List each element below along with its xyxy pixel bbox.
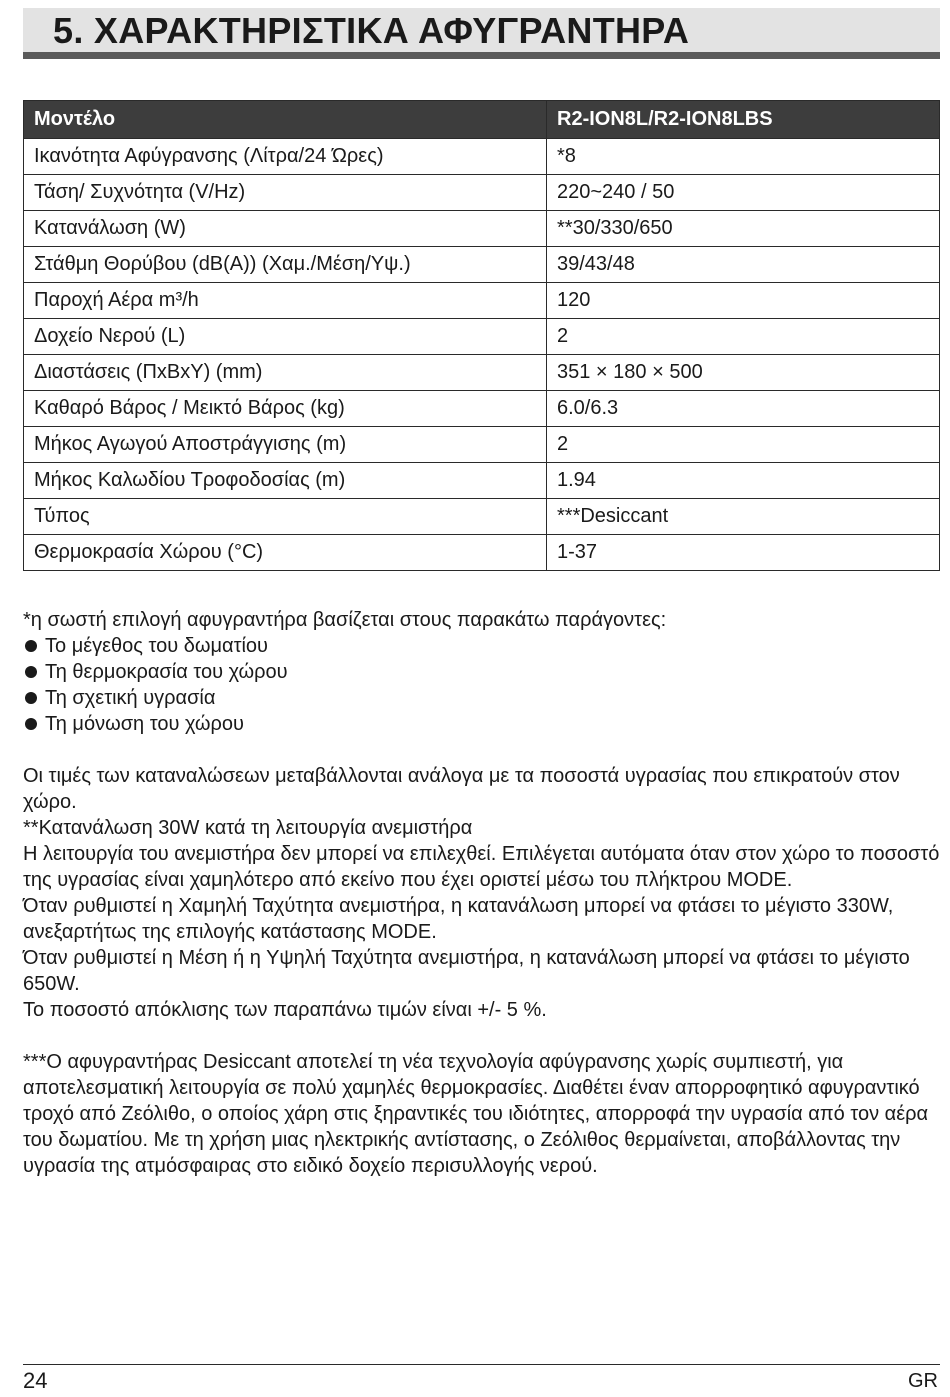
list-item	[23, 685, 940, 711]
selection-intro: *η σωστή επιλογή αφυγραντήρα βασίζεται στους παρακάτω παράγοντες:	[23, 609, 667, 631]
table-row	[24, 247, 940, 283]
table-row	[24, 211, 940, 247]
selection-factors-list	[23, 633, 940, 737]
language-code: GR	[908, 1370, 938, 1392]
tolerance-note: Το ποσοστό απόκλισης των παραπάνω τιμών είναι +/- 5 %.	[23, 999, 547, 1021]
row-label: Στάθμη Θορύβου (dB(A)) (Χαμ./Μέση/Υψ.)	[24, 247, 547, 283]
table-row	[24, 463, 940, 499]
header-cell-label: Μοντέλο	[24, 101, 547, 139]
low-speed-note: Όταν ρυθμιστεί η Χαμηλή Ταχύτητα ανεμιστήρα, η κατανάλωση μπορεί να φτάσει το μέγιστο 330W, ανεξαρτήτως της επιλογής κατάστασης MODE.	[23, 895, 894, 943]
fan-consumption-note: **Κατανάλωση 30W κατά τη λειτουργία ανεμιστήρα	[23, 817, 473, 839]
table-row	[24, 175, 940, 211]
table-row	[24, 499, 940, 535]
fan-auto-note: Η λειτουργία του ανεμιστήρα δεν μπορεί να επιλεχθεί. Επιλέγεται αυτόματα όταν στον χώρο το ποσοστό της υγρασίας είναι χαμηλότερο από εκείνο που έχει οριστεί μέσω του πλήκτρου MODE.	[23, 843, 940, 891]
table-header-row	[24, 101, 940, 139]
row-label: Μήκος Καλωδίου Τροφοδοσίας (m)	[24, 463, 547, 499]
row-value: 2	[547, 319, 940, 355]
row-label: Θερμοκρασία Χώρου (°C)	[24, 535, 547, 571]
table-row	[24, 283, 940, 319]
row-label: Μήκος Αγωγού Αποστράγγισης (m)	[24, 427, 547, 463]
table-row	[24, 355, 940, 391]
row-value: ***Desiccant	[547, 499, 940, 535]
specifications-table	[23, 100, 940, 571]
row-label: Καθαρό Βάρος / Μεικτό Βάρος (kg)	[24, 391, 547, 427]
row-label: Δοχείο Νερού (L)	[24, 319, 547, 355]
footer-divider	[23, 1364, 940, 1365]
list-item-text: Τη θερμοκρασία του χώρου	[45, 661, 288, 683]
row-label: Παροχή Αέρα m³/h	[24, 283, 547, 319]
section-header	[23, 8, 940, 59]
desiccant-note: ***Ο αφυγραντήρας Desiccant αποτελεί τη νέα τεχνολογία αφύγρανσης χωρίς συμπιεστή, για αποτελεσματική λειτουργία σε πολύ χαμηλές θερμοκρασίες. Διαθέτει έναν απορροφητικό αφυγραντικό τροχό από Ζεόλιθο, ο οποίος χάρη στις ξηραντικές του ιδιότητες, απορροφά την υγρασία από τον αέρα του δωματίου. Με τη χρήση μιας ηλεκτρικής αντίστασης, ο Ζεόλιθος θερμαίνεται, αποβάλλοντας την υγρασία της ατμόσφαιρας στο ειδικό δοχείο περισυλλογής νερού.	[23, 1051, 929, 1177]
row-label: Τάση/ Συχνότητα (V/Hz)	[24, 175, 547, 211]
list-item-text: Τη μόνωση του χώρου	[45, 713, 244, 735]
row-value: 1.94	[547, 463, 940, 499]
row-value: 1-37	[547, 535, 940, 571]
bullet-icon	[25, 666, 37, 678]
consumption-note: Οι τιμές των καταναλώσεων μεταβάλλονται ανάλογα με τα ποσοστά υγρασίας που επικρατούν στον χώρο.	[23, 765, 900, 813]
list-item-text: Το μέγεθος του δωματίου	[45, 635, 268, 657]
list-item	[23, 711, 940, 737]
row-value: 6.0/6.3	[547, 391, 940, 427]
bullet-icon	[25, 640, 37, 652]
page-number: 24	[23, 1368, 48, 1393]
row-value: **30/330/650	[547, 211, 940, 247]
table-row	[24, 427, 940, 463]
row-label: Κατανάλωση (W)	[24, 211, 547, 247]
list-item-text: Τη σχετική υγρασία	[45, 687, 216, 709]
bullet-icon	[25, 692, 37, 704]
row-value: 351 × 180 × 500	[547, 355, 940, 391]
row-value: 120	[547, 283, 940, 319]
row-value: *8	[547, 139, 940, 175]
row-label: Τύπος	[24, 499, 547, 535]
row-label: Ικανότητα Αφύγρανσης (Λίτρα/24 Ώρες)	[24, 139, 547, 175]
table-row	[24, 139, 940, 175]
row-label: Διαστάσεις (ΠxΒxΥ) (mm)	[24, 355, 547, 391]
table-row	[24, 319, 940, 355]
list-item	[23, 659, 940, 685]
page-title: 5. ΧΑΡΑΚΤΗΡΙΣΤΙΚΑ ΑΦΥΓΡΑΝΤΗΡΑ	[53, 10, 690, 51]
list-item	[23, 633, 940, 659]
row-value: 2	[547, 427, 940, 463]
table-row	[24, 391, 940, 427]
notes-section	[23, 607, 940, 1179]
bullet-icon	[25, 718, 37, 730]
high-speed-note: Όταν ρυθμιστεί η Μέση ή η Υψηλή Ταχύτητα ανεμιστήρα, η κατανάλωση μπορεί να φτάσει το μέγιστο 650W.	[23, 947, 910, 995]
header-cell-model: R2-ION8L/R2-ION8LBS	[547, 101, 940, 139]
row-value: 220~240 / 50	[547, 175, 940, 211]
row-value: 39/43/48	[547, 247, 940, 283]
table-row	[24, 535, 940, 571]
